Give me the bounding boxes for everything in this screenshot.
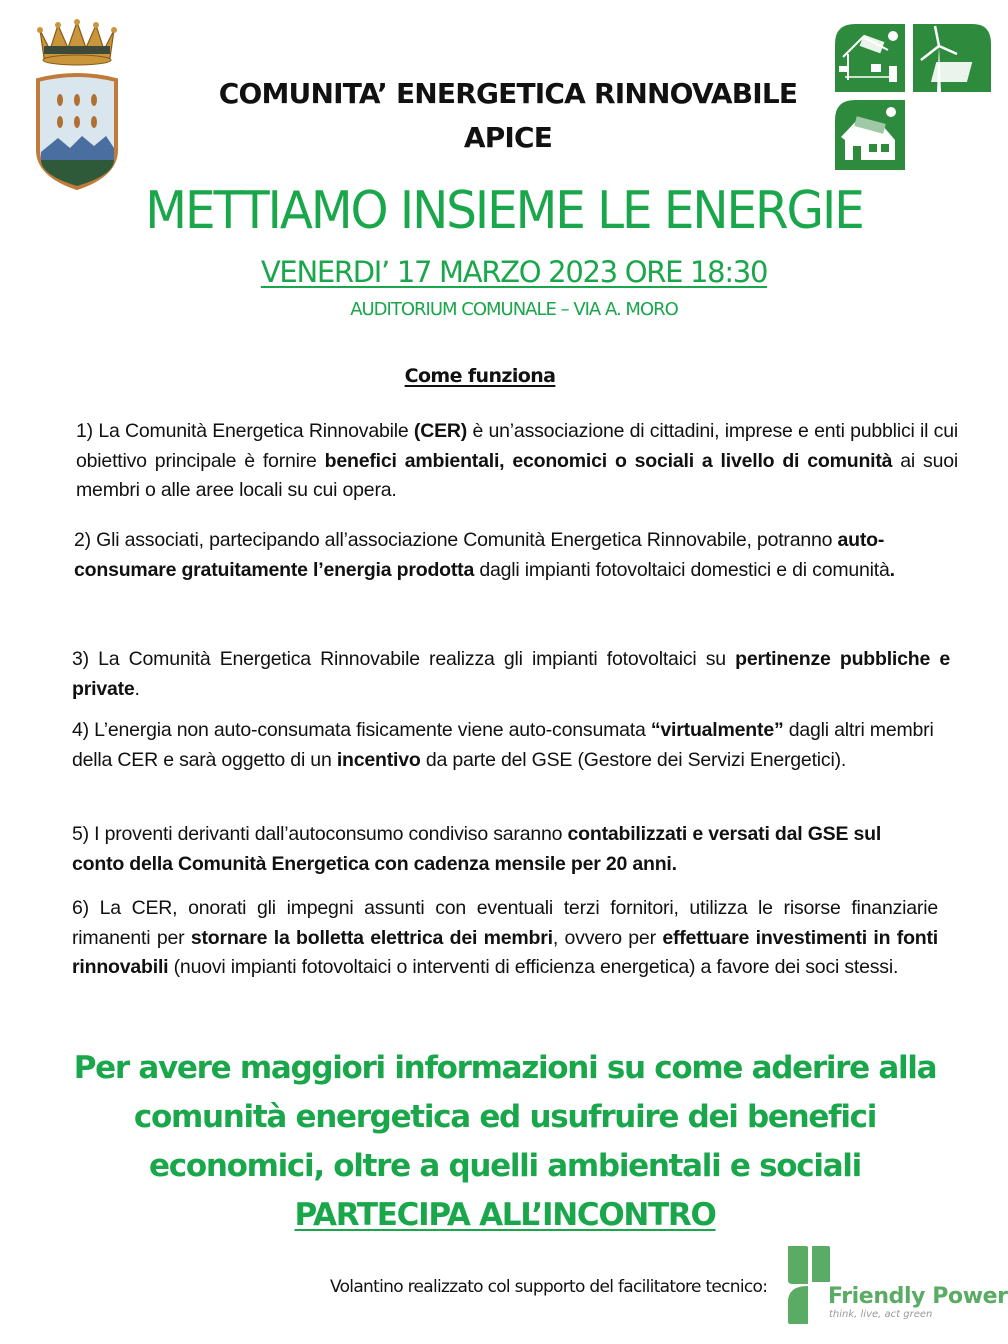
shield-icon [38,75,116,188]
text: 6) La CER, onorati gli impegni assunti con eventuali terzi fornitori, utilizza le risorse finanziarie rimanenti per [72,897,938,949]
footer-credit: Volantino realizzato col supporto del facilitatore tecnico: [330,1277,768,1297]
bold-text: “virtualmente” [650,719,784,741]
text: da parte del GSE (Gestore dei Servizi Energetici). [420,748,847,771]
text: . [134,677,140,700]
point-2 [74,526,956,585]
bold-text: effettuare investimenti in fonti rinnovabili [72,926,939,978]
crown-icon [37,19,117,65]
wind-turbine-solar-panel-icon [913,24,991,92]
cta-line-3: economici, oltre a quelli ambientali e sociali [149,1148,861,1184]
cta-line-1: Per avere maggiori informazioni su come aderire alla [73,1050,937,1086]
text: 1) La Comunità Energetica Rinnovabile [76,420,414,442]
cta-line-2: comunità energetica ed usufruire dei benefici [133,1099,877,1135]
title-town-name: APICE [463,121,553,154]
text: , ovvero per [552,926,663,949]
text: ai suoi membri o alle aree locali su cui opera. [76,449,958,501]
point-5 [72,820,938,879]
point-6 [72,894,938,983]
coat-of-arms-crest-icon [30,10,125,190]
event-date-time: VENERDI’ 17 MARZO 2023 ORE 18:30 [260,255,768,289]
title-community-name: COMUNITA’ ENERGETICA RINNOVABILE [218,77,798,110]
friendly-power-logo [788,1246,1008,1326]
cta-action: PARTECIPA ALL’INCONTRO [294,1197,716,1233]
point-4 [72,716,952,775]
text: dagli impianti fotovoltaici domestici e di comunità [474,558,890,581]
section-heading: Come funziona [404,365,556,387]
point-3 [72,645,950,704]
partner-name: Friendly Power [828,1284,1008,1309]
partner-tagline: think, live, act green [829,1309,933,1320]
bold-text: benefici ambientali, economici o sociali a livello di comunità [324,449,893,472]
event-venue: AUDITORIUM COMUNALE – VIA A. MORO [350,299,678,320]
leaf-logo-icon [788,1246,830,1326]
text: 5) I proventi derivanti dall’autoconsumo condiviso saranno [72,823,568,845]
bold-text: stornare la bolletta elettrica dei membri [190,926,553,949]
bold-text: . [889,558,895,581]
bold-text: incentivo [336,748,421,771]
call-to-action [60,1044,950,1240]
text: è un’associazione di cittadini, imprese e enti pubblici il cui obiettivo principale è fornire [76,420,958,472]
text: 4) L’energia non auto-consumata fisicamente viene auto-consumata [72,719,651,741]
text: 2) Gli associati, partecipando all’associazione Comunità Energetica Rinnovabile, potranno [74,529,838,551]
event-slogan: METTIAMO INSIEME LE ENERGIE [145,181,863,241]
text: (nuovi impianti fotovoltaici o interventi di efficienza energetica) a favore dei soci stessi. [168,956,899,978]
bold-text: (CER) [413,420,468,442]
text: dagli altri membri della CER e sarà oggetto di un [72,719,934,771]
bold-text: auto-consumare gratuitamente l’energia prodotta [74,529,885,581]
bold-text: pertinenze pubbliche e private [72,648,950,700]
bold-text: contabilizzati e versati dal GSE sul conto della Comunità Energetica con cadenza mensile per 20 anni. [72,823,882,875]
point-1 [76,417,958,506]
text: 3) La Comunità Energetica Rinnovabile realizza gli impianti fotovoltaici su [72,648,736,670]
